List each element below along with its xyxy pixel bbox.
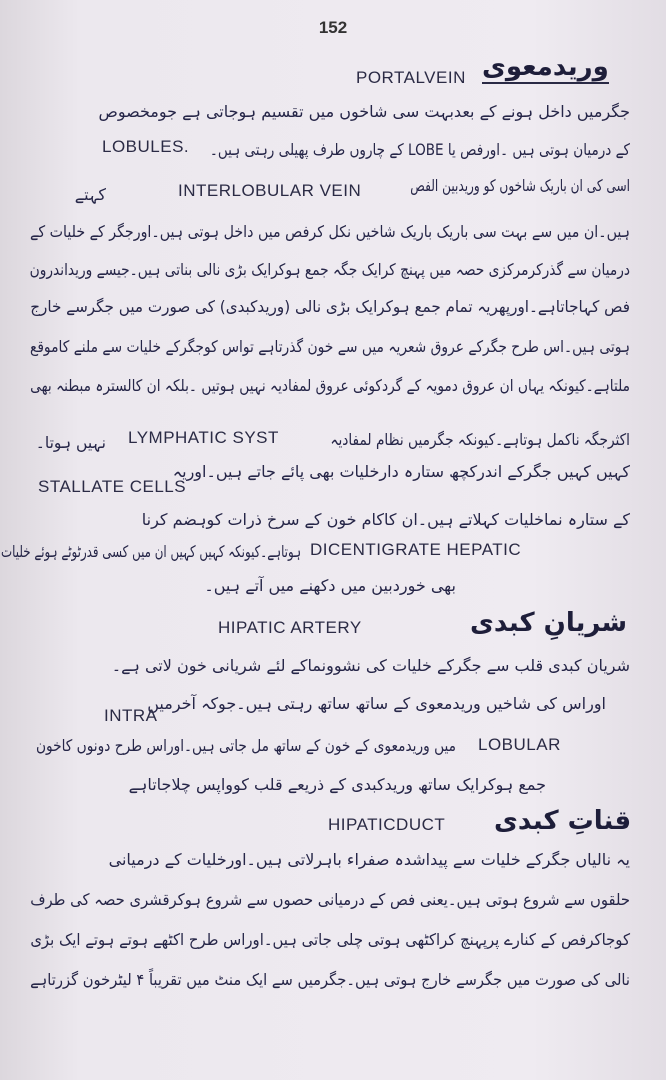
text-line: اسی کی ان باریک شاخوں کو وریدبین الفص bbox=[410, 176, 630, 195]
english-term-intra: INTRA bbox=[104, 706, 158, 725]
text-line: جمع ہوکرایک ساتھ وریدکبدی کے ذریعے قلب کوواپس چلاجاتاہے bbox=[128, 775, 546, 794]
text-line: بھی خوردبین میں دکھنے میں آتے ہیں۔ bbox=[204, 576, 456, 595]
text-line: حلقوں سے شروع ہوتی ہیں۔یعنی فص کے درمیانی حصوں سے شروع ہوکرقشری حصہ کی طرف bbox=[30, 890, 631, 909]
section-heading-english: HIPATICDUCT bbox=[328, 815, 446, 834]
section-heading-portal-vein: وریدمعوی bbox=[482, 52, 609, 82]
text-line: نالی کی صورت میں جگرسے خارج ہوتی ہیں۔جگرمیں سے ایک منٹ میں تقریباً ۴ لیٹرخون گزرتاہے bbox=[30, 970, 630, 989]
text-line: شریان کبدی قلب سے جگرکے خلیات کی نشوونماکے لئے شریانی خون لاتی ہے۔ bbox=[111, 656, 630, 675]
text-line: کے درمیان ہوتی ہیں ۔اورفص یا LOBE کے چاروں طرف پھیلی رہتی ہیں۔ bbox=[209, 140, 630, 159]
text-line: فص کہاجاتاہے۔اورپھریہ تمام جمع ہوکرایک بڑی نالی (وریدکبدی) کی صورت میں جگرسے خارج bbox=[30, 297, 630, 316]
page-number: 152 bbox=[318, 18, 348, 37]
text-line: یہ نالیاں جگرکے خلیات سے پیداشدہ صفراء باہرلاتی ہیں۔اورخلیات کے درمیانی bbox=[108, 850, 630, 869]
text-word-nahin-hota: نہیں ہوتا۔ bbox=[35, 433, 106, 452]
text-line: ہوتی ہیں۔اس طرح جگرکے عروق شعریہ میں سے خون گذرتاہے تواس کوجگرکے خلیات سے ملنے کاموقع bbox=[29, 337, 631, 356]
text-word-kahte: کہتے bbox=[74, 185, 106, 204]
text-line: ملتاہے۔کیونکہ یہاں ان عروق دمویہ کے گردکوئی عروق لمفادیہ نہیں ہوتیں ۔بلکہ ان کالسترہ مبطنہ بھی bbox=[30, 376, 631, 395]
section-heading-hepatic-artery: شریانِ کبدی bbox=[470, 608, 628, 638]
text-line: ہوتاہے۔کیونکہ کہیں کہیں ان میں کسی قدرٹوٹے ہوئے خلیات bbox=[1, 542, 301, 561]
text-line: کوجاکرفص کے کنارے پرپہنچ کراکٹھی ہوتی چلی جاتی ہیں۔اوراس طرح اکٹھے ہوتے ہوتے ایک بڑی bbox=[30, 930, 631, 949]
english-term-stallate: STALLATE CELLS bbox=[38, 477, 187, 496]
text-line: جگرمیں داخل ہونے کے بعدبہت سی شاخوں میں تقسیم ہوجاتی ہے جومخصوص bbox=[98, 102, 630, 121]
english-term-interlobular: INTERLOBULAR VEIN bbox=[178, 181, 362, 200]
section-heading-english: PORTALVEIN bbox=[356, 68, 466, 87]
english-term-lymphatic: LYMPHATIC SYST bbox=[128, 428, 279, 447]
english-term-lobular: LOBULAR bbox=[478, 735, 561, 754]
text-line: کہیں کہیں جگرکے اندرکچھ ستارہ دارخلیات بھی پائے جاتے ہیں۔اوریہ bbox=[172, 462, 630, 481]
text-line: میں وریدمعوی کے خون کے ساتھ مل جاتی ہیں۔اوراس طرح دونوں کاخون bbox=[35, 736, 457, 755]
section-heading-english: HIPATIC ARTERY bbox=[218, 618, 362, 637]
text-line: کے ستارہ نماخلیات کہلاتے ہیں۔ان کاکام خون کے سرخ ذرات کوہضم کرنا bbox=[141, 510, 630, 529]
text-line: اکثرجگہ ناکمل ہوتاہے۔کیونکہ جگرمیں نظام لمفادیہ bbox=[330, 430, 630, 449]
english-term-lobules: LOBULES. bbox=[102, 137, 190, 156]
text-line: درمیان سے گذرکرمرکزی حصہ میں پہنچ کرایک جگہ جمع ہوکرایک بڑی نالی بناتی ہیں۔جیسے وریداندرون bbox=[29, 260, 630, 279]
section-heading-hepatic-duct: قناتِ کبدی bbox=[494, 806, 632, 836]
text-line: ہیں۔ان میں سے بہت سی باریک باریک شاخیں نکل کرفص میں داخل ہوتی ہیں۔اورجگر کے خلیات کے bbox=[30, 222, 631, 241]
text-line: اوراس کی شاخیں وریدمعوی کے ساتھ ساتھ رہتی ہیں۔جوکہ آخرمیں bbox=[147, 694, 606, 713]
english-term-dicentigrate: DICENTIGRATE HEPATIC bbox=[310, 540, 522, 559]
